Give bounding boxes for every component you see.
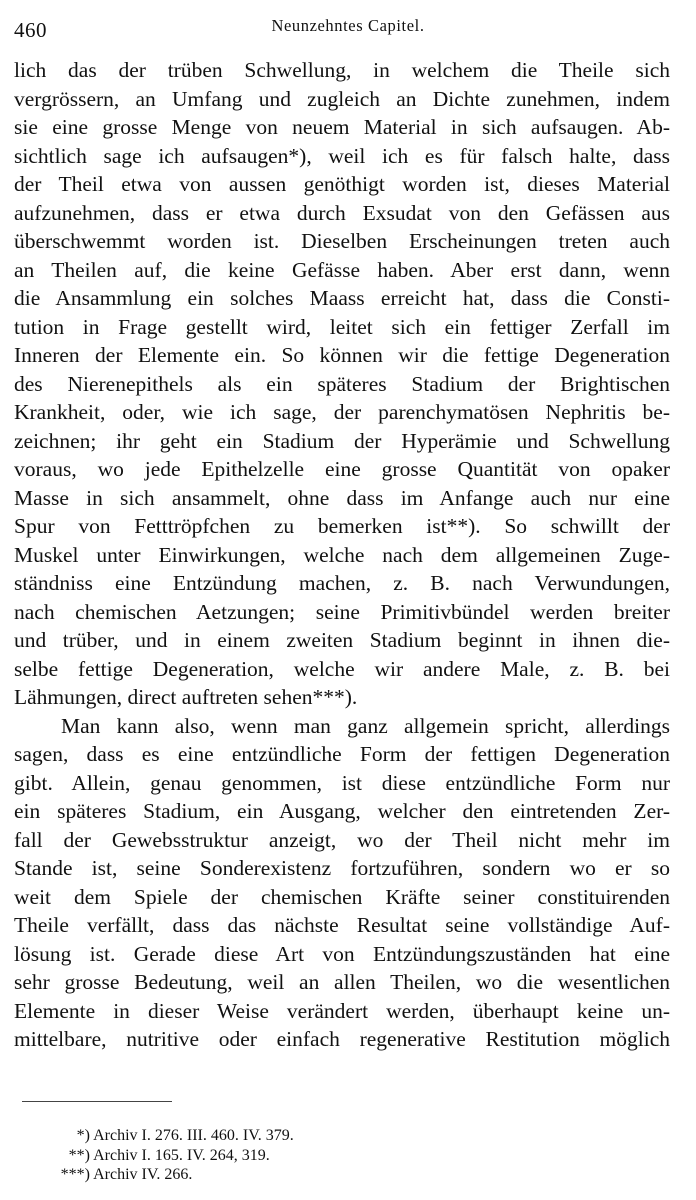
page-number: 460	[14, 18, 47, 42]
text-line: Spur von Fetttröpfchen zu bemerken ist**). So schwillt der	[14, 514, 670, 538]
text-line: ein späteres Stadium, ein Ausgang, welcher den eintretenden Zer-	[14, 799, 670, 823]
text-line: des Nierenepithels als ein späteres Stadium der Brightischen	[14, 371, 670, 396]
paragraph-last-line: Lähmungen, direct auftreten sehen***).	[14, 685, 358, 709]
footnote-text: Archiv I. 165. IV. 264, 319.	[93, 1146, 270, 1164]
text-line: lich das der trüben Schwellung, in welchem die Theile sich	[14, 58, 670, 82]
text-line: überschwemmt worden ist. Dieselben Erscheinungen treten auch	[14, 229, 670, 253]
text-line: weit dem Spiele der chemischen Kräfte seiner constituirenden	[14, 884, 670, 909]
text-line: und trüber, und in einem zweiten Stadium beginnt in ihnen die-	[14, 628, 670, 652]
text-line: aufzunehmen, dass er etwa durch Exsudat von den Gefässen aus	[14, 200, 670, 225]
footnote	[50, 1165, 294, 1185]
text-line: Theile verfällt, dass das nächste Resultat seine vollständige Auf-	[14, 913, 670, 937]
footnote-text: Archiv I. 276. III. 460. IV. 379.	[93, 1127, 294, 1144]
footnote-divider	[22, 1101, 172, 1102]
text-line: Elemente in dieser Weise verändert werden, überhaupt keine un-	[14, 998, 670, 1023]
text-line: nach chemischen Aetzungen; seine Primitivbündel werden breiter	[14, 599, 670, 624]
footnote-mark: ***)	[60, 1166, 90, 1183]
text-line: ständniss eine Entzündung machen, z. B. nach Verwundungen,	[14, 571, 670, 595]
footnotes	[50, 1126, 294, 1185]
footnote-mark: *)	[76, 1127, 90, 1144]
text-line: sie eine grosse Menge von neuem Material in sich aufsaugen. Ab-	[14, 115, 670, 139]
body-text	[14, 56, 670, 1054]
text-line: gibt. Allein, genau genommen, ist diese entzündliche Form nur	[14, 770, 670, 795]
footnote	[50, 1126, 294, 1146]
text-line: voraus, wo jede Epithelzelle eine grosse Quantität von opaker	[14, 457, 670, 481]
text-line: Krankheit, oder, wie ich sage, der parenchymatösen Nephritis be-	[14, 400, 670, 424]
text-line: die Ansammlung ein solches Maass erreicht hat, dass die Consti-	[14, 286, 670, 310]
text-line: sichtlich sage ich aufsaugen*), weil ich es für falsch halte, dass	[14, 143, 670, 168]
text-line: mittelbare, nutritive oder einfach regenerative Restitution möglich	[14, 1027, 670, 1051]
text-line: vergrössern, an Umfang und zugleich an Dichte zunehmen, indem	[14, 86, 670, 111]
text-line: an Theilen auf, die keine Gefässe haben. Aber erst dann, wenn	[14, 257, 670, 282]
footnote-text: Archiv IV. 266.	[93, 1166, 193, 1183]
footnote-mark: **)	[68, 1146, 90, 1164]
text-line: sagen, dass es eine entzündliche Form der fettigen Degeneration	[14, 742, 670, 766]
text-line: zeichnen; ihr geht ein Stadium der Hyperämie und Schwellung	[14, 428, 670, 453]
text-line: selbe fettige Degeneration, welche wir andere Male, z. B. bei	[14, 656, 670, 681]
text-line: Masse in sich ansammelt, ohne dass im Anfange auch nur eine	[14, 485, 670, 510]
text-line: sehr grosse Bedeutung, weil an allen Theilen, wo die wesentlichen	[14, 970, 670, 994]
text-line: tution in Frage gestellt wird, leitet sich ein fettiger Zerfall im	[14, 314, 670, 339]
footnote	[50, 1146, 294, 1166]
text-line: lösung ist. Gerade diese Art von Entzündungszuständen hat eine	[14, 941, 670, 966]
text-line: fall der Gewebsstruktur anzeigt, wo der Theil nicht mehr im	[14, 827, 670, 852]
running-title: Neunzehntes Capitel.	[271, 16, 425, 35]
text-line: der Theil etwa von aussen genöthigt worden ist, dieses Material	[14, 172, 670, 196]
text-line: Muskel unter Einwirkungen, welche nach dem allgemeinen Zuge-	[14, 542, 670, 567]
text-line: Stande ist, seine Sonderexistenz fortzuführen, sondern wo er so	[14, 856, 670, 880]
paragraph-first-line: Man kann also, wenn man ganz allgemein spricht, allerdings	[61, 713, 670, 738]
page-header	[14, 14, 682, 44]
text-line: Inneren der Elemente ein. So können wir die fettige Degeneration	[14, 343, 670, 367]
